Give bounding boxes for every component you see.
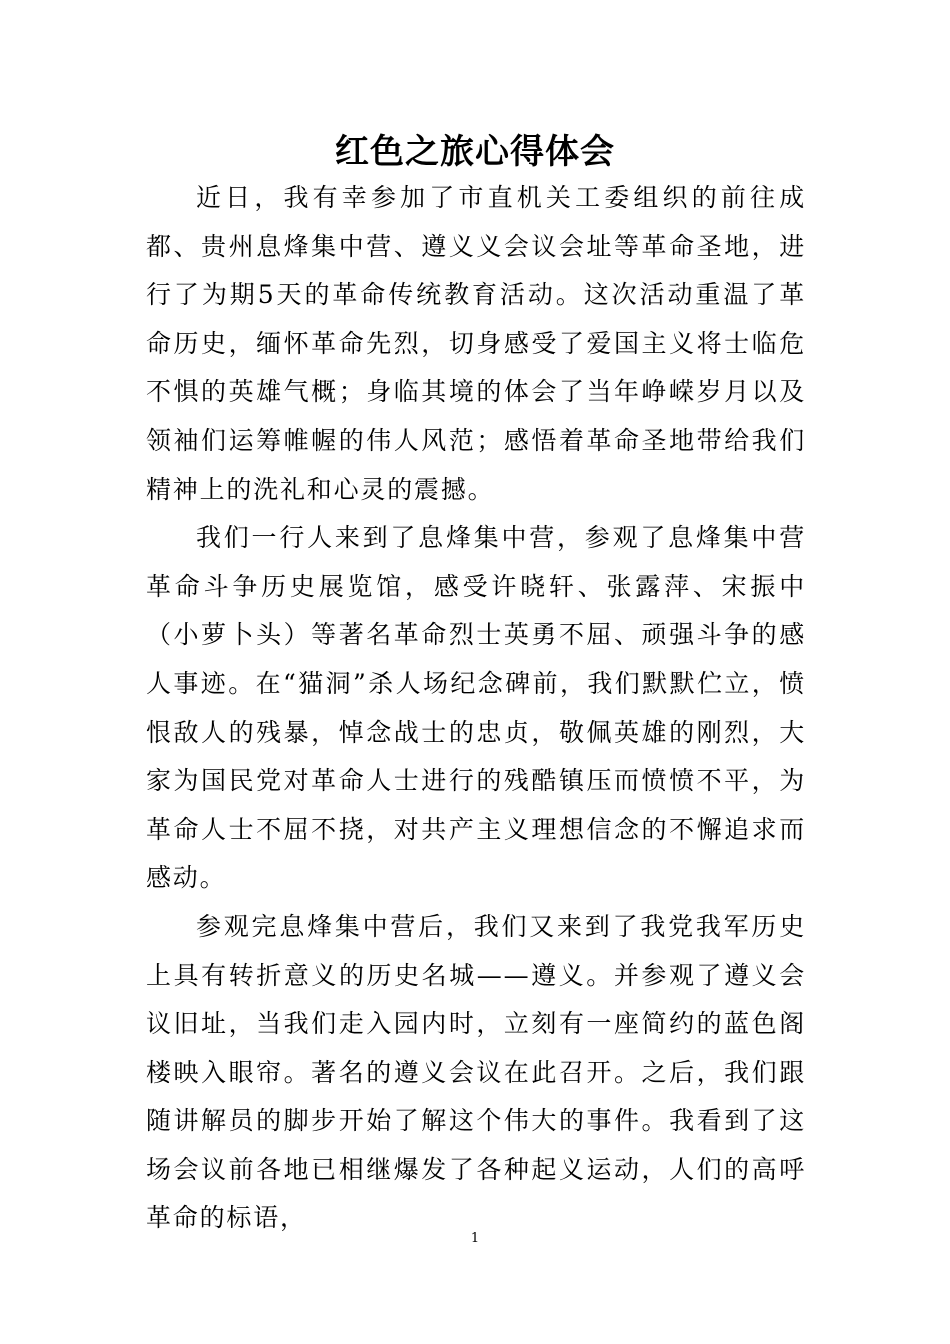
document-title: 红色之旅心得体会 xyxy=(335,132,615,172)
paragraph-2: 我们一行人来到了息烽集中营，参观了息烽集中营革命斗争历史展览馆，感受许晓轩、张露萍、宋振中（小萝卜头）等著名革命烈士英勇不屈、顽强斗争的感人事迹。在“猫洞”杀人场纪念碑前，我们默默伫立，愤恨敌人的残暴，悼念战士的忠贞，敬佩英雄的刚烈，大家为国民党对革命人士进行的残酷镇压而愤愤不平，为革命人士不屈不挠，对共产主义理想信念的不懈追求而感动。 xyxy=(146,523,806,893)
paragraph-1: 近日，我有幸参加了市直机关工委组织的前往成都、贵州息烽集中营、遵义义会议会址等革命圣地，进行了为期5天的革命传统教育活动。这次活动重温了革命历史，缅怀革命先烈，切身感受了爱国主义将士临危不惧的英雄气概；身临其境的体会了当年峥嵘岁月以及领袖们运筹帷幄的伟人风范；感悟着革命圣地带给我们精神上的洗礼和心灵的震撼。 xyxy=(146,183,806,504)
paragraph-3: 参观完息烽集中营后，我们又来到了我党我军历史上具有转折意义的历史名城——遵义。并参观了遵义会议旧址，当我们走入园内时，立刻有一座简约的蓝色阁楼映入眼帘。著名的遵义会议在此召开。之后，我们跟随讲解员的脚步开始了解这个伟大的事件。我看到了这场会议前各地已相继爆发了各种起义运动，人们的高呼革命的标语， xyxy=(146,911,806,1233)
page-number: 1 xyxy=(470,1231,480,1246)
document-body xyxy=(146,174,806,1243)
